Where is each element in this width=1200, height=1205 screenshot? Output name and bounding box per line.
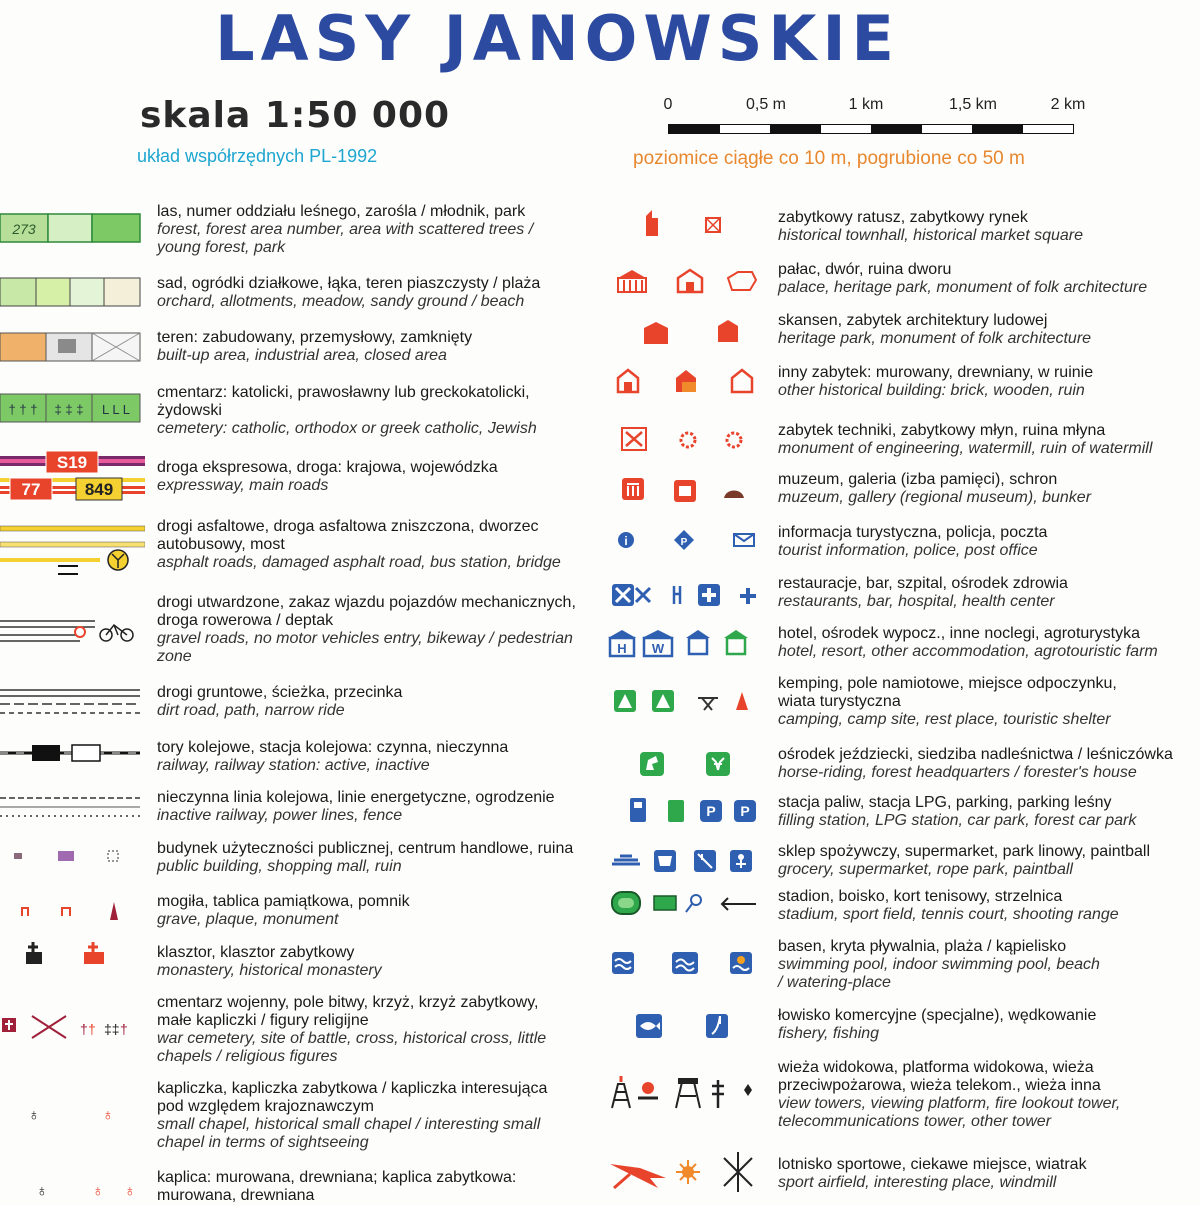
road-849-label: 849 xyxy=(84,480,114,499)
svg-text:† † †: † † † xyxy=(8,402,38,417)
inactive-railway-symbol xyxy=(0,792,145,822)
svg-text:♁: ♁ xyxy=(102,1107,114,1124)
monastery-symbols xyxy=(0,938,145,972)
cemetery-swatches xyxy=(0,392,145,426)
war-cemetery-symbols xyxy=(0,1012,145,1042)
expressway-symbol xyxy=(0,450,145,504)
svg-text:P: P xyxy=(680,537,688,548)
map-title: LASY JANOWSKIE xyxy=(215,2,900,75)
svg-text:P: P xyxy=(740,803,750,819)
legend-public-building: budynek użyteczności publicznej, centrum handlowe, ruina public building, shopping mall, ruin xyxy=(157,840,574,875)
road-77-label: 77 xyxy=(21,480,41,499)
scale-label-0: 0 xyxy=(663,96,673,113)
legend-monastery: klasztor, klasztor zabytkowy monastery, historical monastery xyxy=(157,944,382,979)
svg-text:†: † xyxy=(120,1021,128,1037)
legend-dirt-roads: drogi gruntowe, ścieżka, przecinka dirt road, path, narrow ride xyxy=(157,684,403,719)
legend-grocery: sklep spożywczy, supermarket, park linowy, paintball grocery, supermarket, rope park, paintball xyxy=(778,843,1150,878)
railway-symbol xyxy=(0,740,145,766)
svg-text:W: W xyxy=(651,641,665,656)
swimming-icons xyxy=(600,950,760,984)
grave-symbols xyxy=(0,898,145,924)
forest-number-label: 273 xyxy=(12,221,36,237)
legend-war-cemetery: cmentarz wojenny, pole bitwy, krzyż, krzyż zabytkowy, małe kapliczki / figury religijne war cemetery, site of battle, cross, historical cross, little chapels / religious figures xyxy=(157,994,547,1065)
legend-towers: wieża widokowa, platforma widokowa, wieża przeciwpożarowa, wieża telekom., wieża inna view towers, viewing platform, fire lookout tower, telecommunications tower, other tower xyxy=(778,1059,1121,1130)
svg-text:†: † xyxy=(80,1021,88,1037)
towers-icons xyxy=(600,1074,760,1114)
scale-label-1: 0,5 m xyxy=(745,96,787,113)
legend-horse-riding: ośrodek jeździecki, siedziba nadleśnictwa / leśniczówka horse-riding, forest headquarters / forester's house xyxy=(778,746,1173,781)
camping-icons xyxy=(600,688,760,718)
public-building-symbols xyxy=(0,848,145,868)
legend-forest: las, numer oddziału leśnego, zarośla / młodnik, park forest, forest area number, area with scattered trees / young forest, park xyxy=(157,203,534,256)
s19-label: S19 xyxy=(56,453,88,472)
museum-icons xyxy=(600,476,760,510)
fishery-icons xyxy=(600,1012,760,1046)
legend-filling-station: stacja paliw, stacja LPG, parking, parking leśny filling station, LPG station, car park, forest car park xyxy=(778,794,1137,829)
dirt-roads-symbol xyxy=(0,686,145,718)
small-chapel-symbols xyxy=(0,1098,145,1128)
legend-fishery: łowisko komercyjne (specjalne), wędkowanie fishery, fishing xyxy=(778,1007,1097,1042)
legend-expressway: droga ekspresowa, droga: krajowa, wojewódzka expressway, main roads xyxy=(157,459,498,494)
airfield-icons xyxy=(600,1148,760,1194)
legend-small-chapel: kapliczka, kapliczka zabytkowa / kapliczka interesująca pod względem krajoznawczym small chapel, historical small chapel / interesting small chapel in terms of sightseeing xyxy=(157,1080,548,1151)
legend-tourist-info: informacja turystyczna, policja, poczta tourist information, police, post office xyxy=(778,524,1048,559)
scale-label-4: 2 km xyxy=(1050,96,1086,113)
forest-swatches xyxy=(0,210,145,244)
other-monument-icons xyxy=(600,366,760,400)
svg-text:‡‡: ‡‡ xyxy=(104,1021,120,1037)
legend-other-monument: inny zabytek: murowany, drewniany, w ruinie other historical building: brick, wooden, ruin xyxy=(778,364,1094,399)
legend-stadium: stadion, boisko, kort tenisowy, strzelnica stadium, sport field, tennis court, shooting range xyxy=(778,888,1119,923)
built-up-swatches xyxy=(0,331,145,365)
hotel-icons xyxy=(600,628,760,662)
legend-swimming: basen, kryta pływalnia, plaża / kąpielisko swimming pool, indoor swimming pool, beach / watering-place xyxy=(778,938,1100,991)
scale-label-2: 1 km xyxy=(848,96,884,113)
coordinate-system: układ współrzędnych PL-1992 xyxy=(137,146,378,166)
legend-railway: tory kolejowe, stacja kolejowa: czynna, nieczynna railway, railway station: active, inactive xyxy=(157,739,509,774)
legend-camping: kemping, pole namiotowe, miejsce odpoczynku, wiata turystyczna camping, camp site, rest place, touristic shelter xyxy=(778,675,1117,728)
legend-gravel-roads: drogi utwardzone, zakaz wjazdu pojazdów mechanicznych, droga rowerowa / deptak gravel roads, no motor vehicles entry, bikeway / pedestrian zone xyxy=(157,594,576,665)
svg-text:P: P xyxy=(706,803,716,819)
gravel-roads-symbol xyxy=(0,615,145,649)
engineering-icons xyxy=(600,424,760,458)
asphalt-roads-symbol xyxy=(0,522,145,578)
svg-text:♁: ♁ xyxy=(28,1107,40,1124)
legend-heritage-park: skansen, zabytek architektury ludowej heritage park, monument of folk architecture xyxy=(778,312,1092,347)
svg-text:H: H xyxy=(617,641,627,656)
legend-cemetery: cmentarz: katolicki, prawosławny lub greckokatolicki, żydowski cemetery: catholic, orthodox or greek catholic, Jewish xyxy=(157,384,537,437)
legend-built-up: teren: zabudowany, przemysłowy, zamknięty built-up area, industrial area, closed area xyxy=(157,329,473,364)
tourist-info-icons xyxy=(600,528,760,562)
filling-station-icons xyxy=(600,796,760,828)
svg-text:♁: ♁ xyxy=(92,1183,104,1200)
heritage-park-icons xyxy=(600,318,760,352)
legend-orchard: sad, ogródki działkowe, łąka, teren piaszczysty / plaża orchard, allotments, meadow, sandy ground / beach xyxy=(157,275,541,310)
legend-engineering: zabytek techniki, zabytkowy młyn, ruina młyna monument of engineering, watermill, ruin of watermill xyxy=(778,422,1153,457)
svg-text:♁: ♁ xyxy=(124,1183,136,1200)
legend-asphalt-roads: drogi asfaltowe, droga asfaltowa zniszczona, dworzec autobusowy, most asphalt roads, damaged asphalt road, bus station, bridge xyxy=(157,518,561,571)
palace-icons xyxy=(600,266,760,300)
legend-palace: pałac, dwór, ruina dworu palace, heritage park, monument of folk architecture xyxy=(778,261,1148,296)
map-scale: skala 1:50 000 xyxy=(140,95,451,136)
contour-note: poziomice ciągłe co 10 m, pogrubione co 50 m xyxy=(633,148,1025,169)
legend-grave: mogiła, tablica pamiątkowa, pomnik grave, plaque, monument xyxy=(157,893,410,928)
legend-hotel: hotel, ośrodek wypocz., inne noclegi, agroturystyka hotel, resort, other accommodation, agrotouristic farm xyxy=(778,625,1158,660)
scale-bar-segments xyxy=(668,124,1074,134)
legend-inactive-railway: nieczynna linia kolejowa, linie energetyczne, ogrodzenie inactive railway, power lines, fence xyxy=(157,789,555,824)
legend-townhall: zabytkowy ratusz, zabytkowy rynek historical townhall, historical market square xyxy=(778,209,1084,244)
legend-airfield: lotnisko sportowe, ciekawe miejsce, wiatrak sport airfield, interesting place, windmill xyxy=(778,1156,1087,1191)
stadium-icons xyxy=(600,890,760,920)
grocery-icons xyxy=(600,846,760,880)
orchard-swatches xyxy=(0,276,145,310)
legend-restaurants: restauracje, bar, szpital, ośrodek zdrowia restaurants, bar, hospital, health center xyxy=(778,575,1068,610)
horse-riding-icons xyxy=(600,750,760,784)
svg-text:‡ ‡ ‡: ‡ ‡ ‡ xyxy=(54,402,84,417)
restaurant-icons xyxy=(600,580,760,614)
legend-museum: muzeum, galeria (izba pamięci), schron muzeum, gallery (regional museum), bunker xyxy=(778,471,1092,506)
scale-bar xyxy=(663,96,1088,142)
svg-text:i: i xyxy=(624,534,628,548)
svg-text:L L L: L L L xyxy=(102,402,130,417)
townhall-icons xyxy=(600,206,760,240)
legend-chapel: kaplica: murowana, drewniana; kaplica zabytkowa: murowana, drewniana xyxy=(157,1169,517,1204)
chapel-symbols xyxy=(0,1178,145,1200)
svg-text:♁: ♁ xyxy=(36,1183,48,1200)
scale-label-3: 1,5 km xyxy=(948,96,998,113)
svg-text:†: † xyxy=(88,1021,96,1037)
